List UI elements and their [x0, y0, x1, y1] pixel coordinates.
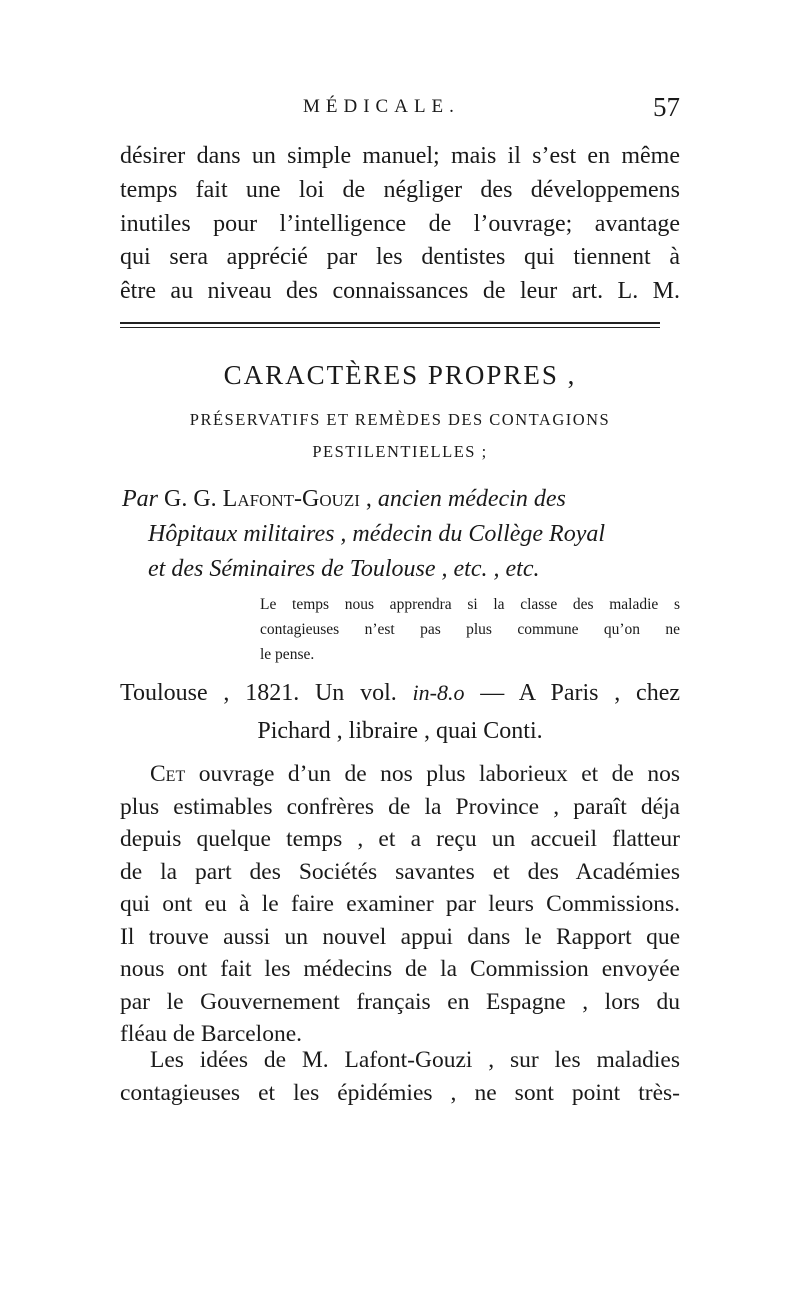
- text-line: fléau de Barcelone.: [120, 1021, 303, 1047]
- epigraph-line: Le temps nous apprendra si la classe des maladie s: [260, 596, 680, 613]
- imprint-line: [120, 674, 680, 712]
- top-paragraph: [120, 140, 680, 309]
- running-title: MÉDICALE.: [303, 96, 460, 117]
- imprint-format: in-8.o: [412, 680, 465, 705]
- text-line: désirer dans un simple manuel; mais il s’est en même: [120, 143, 680, 169]
- author-line: [120, 482, 680, 517]
- author-name: G. G. Lafont-Gouzi ,: [164, 486, 372, 512]
- text-line: qui sera apprécié par les dentistes qui tiennent à: [120, 244, 680, 271]
- text-line: Les idées de M. Lafont-Gouzi , sur les maladies: [150, 1047, 680, 1073]
- review-subtitle: PESTILENTIELLES ;: [312, 442, 488, 461]
- running-head: [120, 92, 680, 136]
- page-number: 57: [653, 92, 680, 122]
- author-title: ancien médecin des: [377, 486, 566, 512]
- author-block: [120, 482, 680, 587]
- review-subtitle: PRÉSERVATIFS ET REMÈDES DES CONTAGIONS: [189, 410, 611, 429]
- text-line: inutiles pour l’intelligence de l’ouvrage; avantage: [120, 210, 680, 237]
- imprint: [120, 674, 680, 750]
- text-line: Cet ouvrage d’un de nos plus laborieux et de nos: [150, 761, 680, 787]
- author-par: Par: [122, 486, 158, 512]
- text-line: plus estimables confrères de la Province , paraît déja: [120, 793, 680, 820]
- text-line: par le Gouvernement français en Espagne , lors du: [120, 988, 680, 1015]
- text-line: temps fait une loi de négliger des développemens: [120, 176, 680, 203]
- body-paragraph: [120, 1044, 680, 1109]
- text-line: de la part des Sociétés savantes et des Académies: [120, 858, 680, 885]
- imprint-publisher-city: — A Paris , chez: [480, 680, 681, 706]
- epigraph-line: contagieuses n’est pas plus commune qu’on ne: [260, 621, 680, 638]
- author-line: et des Séminaires de Toulouse , etc. , etc.: [148, 556, 540, 582]
- epigraph-line: le pense.: [260, 646, 315, 663]
- initial-word: Cet: [150, 761, 186, 787]
- text-line: depuis quelque temps , et a reçu un accueil flatteur: [120, 826, 680, 852]
- body-paragraph: [120, 758, 680, 1051]
- text-line: qui ont eu à le faire examiner par leurs Commissions.: [120, 891, 680, 917]
- imprint-line: Pichard , libraire , quai Conti.: [257, 718, 543, 744]
- text-line: être au niveau des connaissances de leur art. L. M.: [120, 278, 680, 305]
- imprint-place-date: Toulouse , 1821. Un vol.: [120, 680, 397, 706]
- epigraph: [260, 592, 680, 667]
- text-line: nous ont fait les médecins de la Commission envoyée: [120, 956, 680, 982]
- author-line: Hôpitaux militaires , médecin du Collège Royal: [148, 521, 606, 547]
- text-line: Il trouve aussi un nouvel appui dans le Rapport que: [120, 923, 680, 950]
- text-line: contagieuses et les épidémies , ne sont point très-: [120, 1079, 680, 1106]
- review-title: CARACTÈRES PROPRES ,: [223, 360, 577, 390]
- section-divider: [120, 322, 660, 328]
